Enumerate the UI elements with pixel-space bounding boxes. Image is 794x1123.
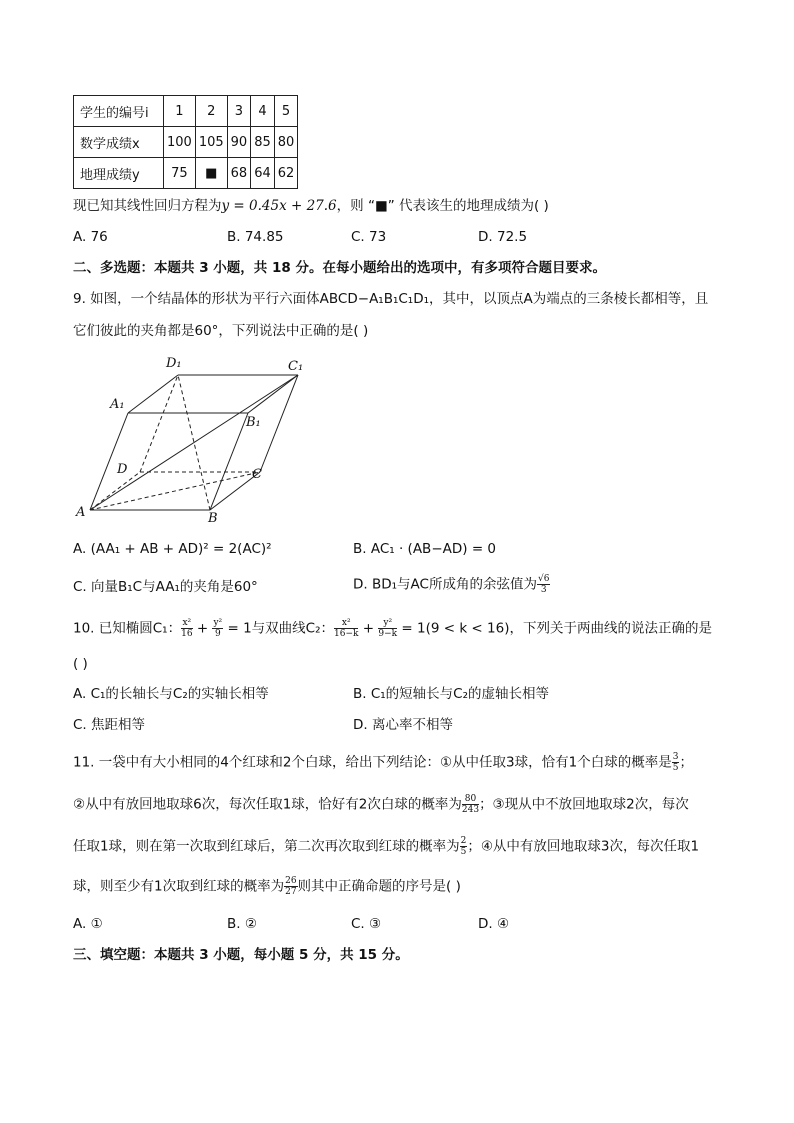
table-cell: 64 <box>251 158 275 189</box>
table-cell: 地理成绩y <box>74 158 164 189</box>
q11-option-c[interactable]: C. ③ <box>351 916 382 932</box>
table-cell: 105 <box>195 127 227 158</box>
q11-option-b[interactable]: B. ② <box>227 916 257 932</box>
q11-option-d[interactable]: D. ④ <box>478 916 510 932</box>
edge-A1D1 <box>128 375 178 413</box>
q8-option-d[interactable]: D. 72.5 <box>478 229 528 245</box>
q8-option-a[interactable]: A. 76 <box>73 229 108 245</box>
q11-option-a[interactable]: A. ① <box>73 916 103 932</box>
q9-stem-line2: 它们彼此的夹角都是60°，下列说法中正确的是( ) <box>73 323 369 339</box>
table-cell: 学生的编号i <box>74 96 164 127</box>
q9-option-c[interactable]: C. 向量B₁C与AA₁的夹角是60° <box>73 579 258 595</box>
label-A: A <box>76 505 86 520</box>
table-cell: 2 <box>195 96 227 127</box>
section-3-header: 三、填空题：本题共 3 小题，每小题 5 分，共 15 分。 <box>73 947 409 963</box>
table-cell: 90 <box>227 127 251 158</box>
fraction: $\frac{2}{5}$ <box>460 836 467 857</box>
q10-stem-line1: 10. 已知椭圆C₁： $\frac{\text{x²}}{16}$ + $\frac{\text{y²}}{9}$ = 1与双曲线C₂： $\frac{\text{x²}}{16-k}$ + $\frac{\text{y²}}{9-k}$ = 1(9 < k < 16)，下列关于两曲线的说法正确的是 <box>73 618 712 639</box>
table-cell: 62 <box>274 158 298 189</box>
fraction: $\frac{\text{x²}}{16-k}$ <box>334 618 359 639</box>
q11-stem-line2: ②从中有放回地取球6次，每次任取1球，恰好有2次白球的概率为 $\frac{80}{243}$ ；③现从中不放回地取球2次，每次 <box>73 794 689 815</box>
fraction: $\frac{3}{5}$ <box>672 752 679 773</box>
table-cell: 5 <box>274 96 298 127</box>
diagonal-AC1 <box>90 375 298 510</box>
q10-option-d[interactable]: D. 离心率不相等 <box>353 717 453 733</box>
table-cell: 85 <box>251 127 275 158</box>
label-A1: A₁ <box>110 397 125 412</box>
table-cell: 3 <box>227 96 251 127</box>
q9-option-d[interactable]: D. BD₁与AC所成角的余弦值为 $\frac{√6}{3}$ <box>353 574 550 595</box>
q10-option-c[interactable]: C. 焦距相等 <box>73 717 146 733</box>
fraction: $\frac{80}{243}$ <box>461 794 480 815</box>
fraction: $\frac{\text{y²}}{9-k}$ <box>378 618 398 639</box>
q11-stem-line4: 球，则至少有1次取到红球的概率为 $\frac{26}{27}$ 则其中正确命题的序号是( ) <box>73 876 461 897</box>
fraction: $\frac{√6}{3}$ <box>537 574 550 595</box>
table-cell: 75 <box>164 158 196 189</box>
label-C1: C₁ <box>288 359 304 374</box>
fraction: $\frac{\text{x²}}{16}$ <box>181 618 193 639</box>
table-row <box>74 96 298 127</box>
table-cell: 1 <box>164 96 196 127</box>
table-row <box>74 158 298 189</box>
label-D1: D₁ <box>166 356 182 371</box>
q11-stem-line3: 任取1球，则在第一次取到红球后，第二次再次取到红球的概率为 $\frac{2}{5}$ ；④从中有放回地取球3次，每次任取1 <box>73 836 700 857</box>
fraction: $\frac{26}{27}$ <box>285 876 297 897</box>
fraction: $\frac{\text{y²}}{9}$ <box>213 618 223 639</box>
table-cell: ■ <box>195 158 227 189</box>
label-D: D <box>117 462 128 477</box>
q9-stem-line1: 9. 如图，一个结晶体的形状为平行六面体ABCD−A₁B₁C₁D₁，其中，以顶点A为端点的三条棱长都相等，且 <box>73 291 709 307</box>
table-cell: 80 <box>274 127 298 158</box>
label-C: C <box>252 467 262 482</box>
score-table <box>73 95 298 189</box>
table-cell: 数学成绩x <box>74 127 164 158</box>
parallelepiped-figure <box>70 350 320 530</box>
q10-option-a[interactable]: A. C₁的长轴长与C₂的实轴长相等 <box>73 686 269 702</box>
q9-option-b[interactable]: B. AC₁ · (AB−AD) = 0 <box>353 541 497 557</box>
q10-option-b[interactable]: B. C₁的短轴长与C₂的虚轴长相等 <box>353 686 550 702</box>
table-row <box>74 127 298 158</box>
q9-option-a[interactable]: A. (AA₁ + AB + AD)² = 2(AC)² <box>73 541 272 557</box>
q11-stem-line1: 11. 一袋中有大小相同的4个红球和2个白球，给出下列结论：①从中任取3球，恰有1个白球的概率是 $\frac{3}{5}$ ； <box>73 752 693 773</box>
table-cell: 4 <box>251 96 275 127</box>
label-B: B <box>208 511 218 526</box>
label-B1: B₁ <box>246 415 261 430</box>
table-cell: 68 <box>227 158 251 189</box>
q8-option-b[interactable]: B. 74.85 <box>227 229 284 245</box>
q8-option-c[interactable]: C. 73 <box>351 229 387 245</box>
table-cell: 100 <box>164 127 196 158</box>
section-2-header: 二、多选题：本题共 3 小题，共 18 分。在每小题给出的选项中，有多项符合题目要求。 <box>73 260 606 276</box>
q10-stem-line2: ( ) <box>73 656 88 672</box>
q8-stem: 现已知其线性回归方程为y = 0.45x + 27.6，则 “■” 代表该生的地理成绩为( ) <box>73 198 549 214</box>
